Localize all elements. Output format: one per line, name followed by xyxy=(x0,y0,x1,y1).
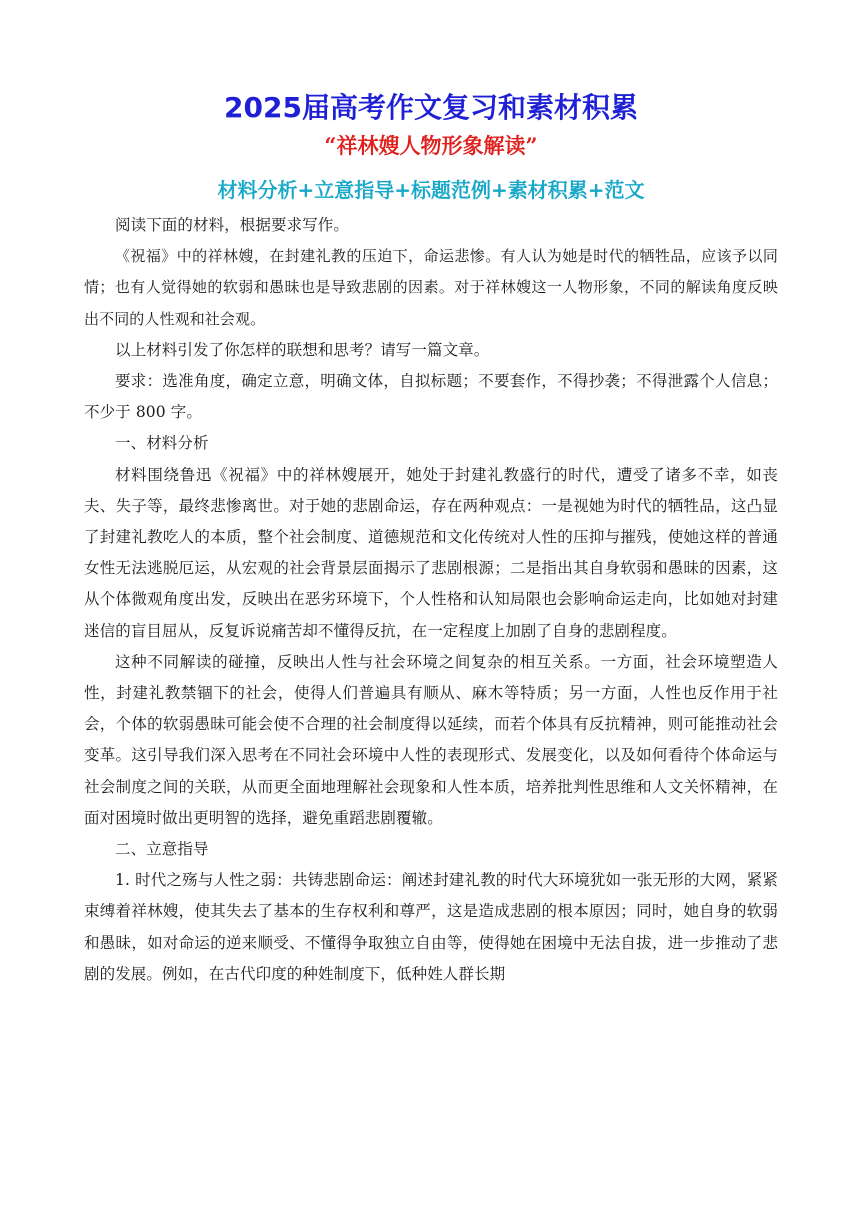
document-page xyxy=(84,80,778,990)
section1-heading: 一、材料分析 xyxy=(115,434,209,453)
prompt-question: 以上材料引发了你怎样的联想和思考？请写一篇文章。 xyxy=(115,340,490,359)
document-subtitle: “祥林嫂人物形象解读” xyxy=(324,133,538,158)
prompt-requirements: 要求：选准角度，确定立意，明确文体，自拟标题；不要套作，不得抄袭；不得泄露个人信息；不少于 800 字。 xyxy=(84,372,778,422)
section2-heading: 二、立意指导 xyxy=(115,840,209,859)
section1-paragraph-2: 这种不同解读的碰撞，反映出人性与社会环境之间复杂的相互关系。一方面，社会环境塑造人性，封建礼教禁锢下的社会，使得人们普遍具有顺从、麻木等特质；另一方面，人性也反作用于社会，个体的软弱愚昧可能会使不合理的社会制度得以延续，而若个体具有反抗精神，则可能推动社会变革。这引导我们深入思考在不同社会环境中人性的表现形式、发展变化，以及如何看待个体命运与社会制度之间的关联，从而更全面地理解社会现象和人性本质，培养批判性思维和人文关怀精神，在面对困境时做出更明智的选择，避免重蹈悲剧覆辙。 xyxy=(84,652,778,827)
prompt-material: 《祝福》中的祥林嫂，在封建礼教的压迫下，命运悲惨。有人认为她是时代的牺牲品，应该予以同情；也有人觉得她的软弱和愚昧也是导致悲剧的因素。对于祥林嫂这一人物形象，不同的解读角度反映出不同的人性观和社会观。 xyxy=(84,247,778,328)
section1-paragraph-1: 材料围绕鲁迅《祝福》中的祥林嫂展开，她处于封建礼教盛行的时代，遭受了诸多不幸，如丧夫、失子等，最终悲惨离世。对于她的悲剧命运，存在两种观点：一是视她为时代的牺牲品，这凸显了封建礼教吃人的本质，整个社会制度、道德规范和文化传统对人性的压抑与摧残，使她这样的普通女性无法逃脱厄运，从宏观的社会背景层面揭示了悲剧根源；二是指出其自身软弱和愚昧的因素，这从个体微观角度出发，反映出在恶劣环境下，个人性格和认知局限也会影响命运走向，比如她对封建迷信的盲目屈从，反复诉说痛苦却不懂得反抗，在一定程度上加剧了自身的悲剧程度。 xyxy=(84,465,778,640)
prompt-intro: 阅读下面的材料，根据要求写作。 xyxy=(115,216,350,234)
section2-item-1: 1. 时代之殇与人性之弱：共铸悲剧命运：阐述封建礼教的时代大环境犹如一张无形的大网，紧紧束缚着祥林嫂，使其失去了基本的生存权利和尊严，这是造成悲剧的根本原因；同时，她自身的软弱和愚昧，如对命运的逆来顺受、不懂得争取独立自由等，使得她在困境中无法自拔，进一步推动了悲剧的发展。例如，在古代印度的种姓制度下，低种姓人群长期 xyxy=(84,871,778,983)
document-section-list: 材料分析+立意指导+标题范例+素材积累+范文 xyxy=(217,178,645,202)
document-title: 2025届高考作文复习和素材积累 xyxy=(224,91,638,124)
